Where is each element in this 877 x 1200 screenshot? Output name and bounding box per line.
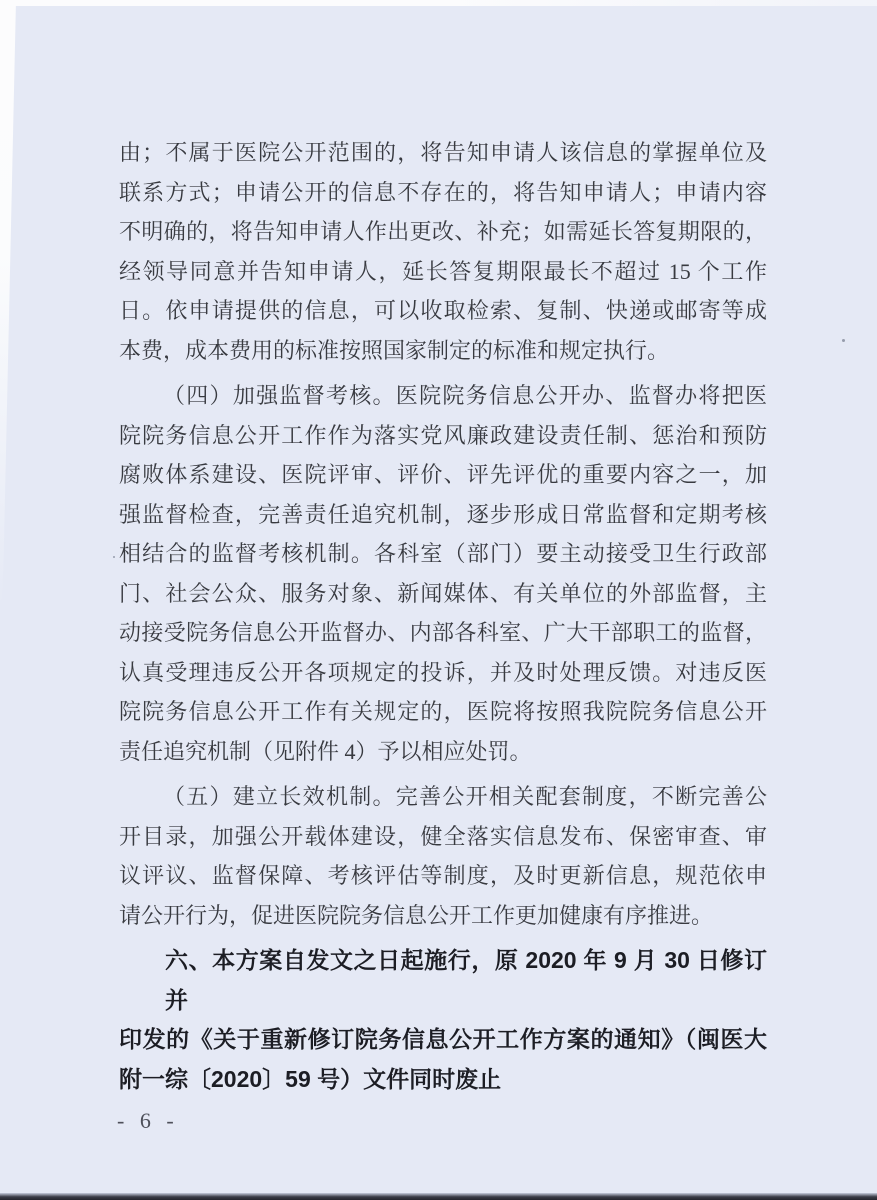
text-line: 不明确的，将告知申请人作出更改、补充；如需延长答复期限的， [119, 219, 767, 244]
text-line: 责任追究机制（见附件 4）予以相应处罚。 [119, 738, 532, 764]
text-line: 印发的《关于重新修订院务信息公开工作方案的通知》（闽医大 [119, 1026, 767, 1052]
text-line: （四）加强监督考核。医院院务信息公开办、监督办将把医 [163, 383, 767, 408]
text-line: 议评议、监督保障、考核评估等制度，及时更新信息，规范依申 [119, 863, 767, 888]
scan-edge-bottom [0, 1193, 877, 1200]
text-line: 经领导同意并告知申请人，延长答复期限最长不超过 15 个工作 [119, 258, 767, 284]
page-number: - 6 - [117, 1108, 179, 1133]
paragraph-item-6 [119, 941, 767, 1099]
text-line: 附一综〔2020〕59 号）文件同时废止 [119, 1065, 502, 1092]
text-line: 本费，成本费用的标准按照国家制定的标准和规定执行。 [119, 337, 670, 363]
text-line: 院院务信息公开工作有关规定的，医院将按照我院院务信息公开 [119, 699, 767, 724]
text-line: 认真受理违反公开各项规定的投诉，并及时处理反馈。对违反医 [119, 659, 767, 685]
text-line: 腐败体系建设、医院评审、评价、评先评优的重要内容之一，加 [119, 462, 767, 487]
scan-edge-left [0, 0, 16, 640]
paragraph-item-4 [119, 376, 767, 771]
document-body [119, 133, 767, 1105]
text-line: 动接受院务信息公开监督办、内部各科室、广大干部职工的监督， [119, 620, 767, 645]
scan-speck [842, 339, 845, 342]
text-line: 由；不属于医院公开范围的，将告知申请人该信息的掌握单位及 [119, 140, 767, 165]
text-line: 院院务信息公开工作作为落实党风廉政建设责任制、惩治和预防 [119, 422, 767, 448]
paragraph-item-5 [119, 777, 767, 935]
text-line: 日。依申请提供的信息，可以收取检索、复制、快递或邮寄等成 [119, 298, 767, 323]
scan-edge-top [0, 0, 877, 6]
text-line: 请公开行为，促进医院院务信息公开工作更加健康有序推进。 [119, 902, 714, 928]
text-line: 联系方式；申请公开的信息不存在的，将告知申请人；申请内容 [119, 179, 767, 205]
text-line: 开目录，加强公开载体建设，健全落实信息发布、保密审查、审 [119, 823, 767, 849]
scan-speck [113, 556, 115, 558]
text-line: （五）建立长效机制。完善公开相关配套制度，不断完善公 [163, 784, 767, 809]
text-line: 门、社会公众、服务对象、新闻媒体、有关单位的外部监督，主 [119, 580, 767, 606]
text-line: 六、本方案自发文之日起施行，原 2020 年 9 月 30 日修订并 [165, 947, 767, 1013]
paragraph-continuation [119, 133, 767, 370]
text-line: 强监督检查，完善责任追究机制，逐步形成日常监督和定期考核 [119, 501, 767, 527]
text-line: 相结合的监督考核机制。各科室（部门）要主动接受卫生行政部 [119, 541, 767, 566]
